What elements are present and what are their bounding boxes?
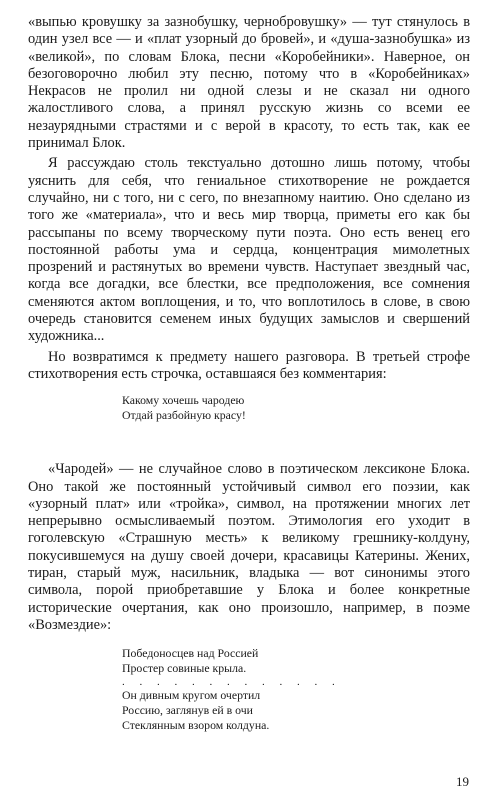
- verse-line: Россию, заглянув ей в очи: [122, 703, 253, 718]
- verse-line: Победоносцев над Россией: [122, 646, 259, 661]
- paragraph-1: «выпью кровушку за зазнобушку, чернобровушку» — тут стянулось в один узел все — и «плат узорный до бровей», и «душа-зазнобушка» из «великой», по словам Блока, песни «Коробейники». Наверное, он безоговорочно любил эту песню, потому что в «Коробейниках» Некрасов не пролил ни одной слезы и не сказал ни одного жалостливого слова, а принял русскую жизнь со всеми ее незаурядными страстями и с верой в красоту, то есть так, как ее принимал Блок.: [28, 14, 470, 152]
- page-body: [28, 14, 470, 733]
- verse-line: Отдай разбойную красу!: [122, 408, 246, 423]
- verse-ellipsis-dots: . . . . . . . . . . . . .: [122, 676, 341, 689]
- paragraph-2: Я рассуждаю столь текстуально дотошно лишь потому, чтобы уяснить для себя, что гениальное стихотворение не рождается случайно, ни с того, ни с сего, по внезапному наитию. Оно сделано из того же «материала», что и весь мир творца, приметы его как бы рассыпаны по всему творческому пути поэта. Оно есть венец его постоянной работы ума и сердца, концентрация мимолетных прозрений и растянутых во времени чувств. Наступает звездный час, когда все догадки, все блестки, все предположения, все сомнения сменяются актом воплощения, и то, что воплотилось в слове, в свою очередь становится семенем иных будущих замыслов и свершений художника...: [28, 155, 470, 345]
- verse-line: Какому хочешь чародею: [122, 393, 245, 408]
- paragraph-3: Но возвратимся к предмету нашего разговора. В третьей строфе стихотворения есть строчка, оставшаяся без комментария:: [28, 348, 470, 382]
- verse-quote-1: [122, 393, 470, 423]
- paragraph-4: «Чародей» — не случайное слово в поэтическом лексиконе Блока. Оно такой же постоянный устойчивый символ его поэзии, как «узорный плат» или «тройка», символ, на протяжении многих лет непрерывно осмысливаемый поэтом. Этимология его уходит в гоголевскую «Страшную месть» к великому грешнику-колдуну, покусившемуся на душу своей дочери, красавицы Катерины. Жених, тиран, старый муж, насильник, владыка — вот синонимы этого символа, порой приобретавшие у Блока и более конкретные исторические очертания, как оно произошло, например, в поэме «Возмездие»:: [28, 461, 470, 633]
- verse-quote-2: [122, 646, 470, 733]
- page-number: 19: [456, 774, 469, 789]
- verse-line: Он дивным кругом очертил: [122, 688, 261, 703]
- verse-line: Простер совиные крыла.: [122, 661, 247, 676]
- verse-line: Стеклянным взором колдуна.: [122, 718, 270, 733]
